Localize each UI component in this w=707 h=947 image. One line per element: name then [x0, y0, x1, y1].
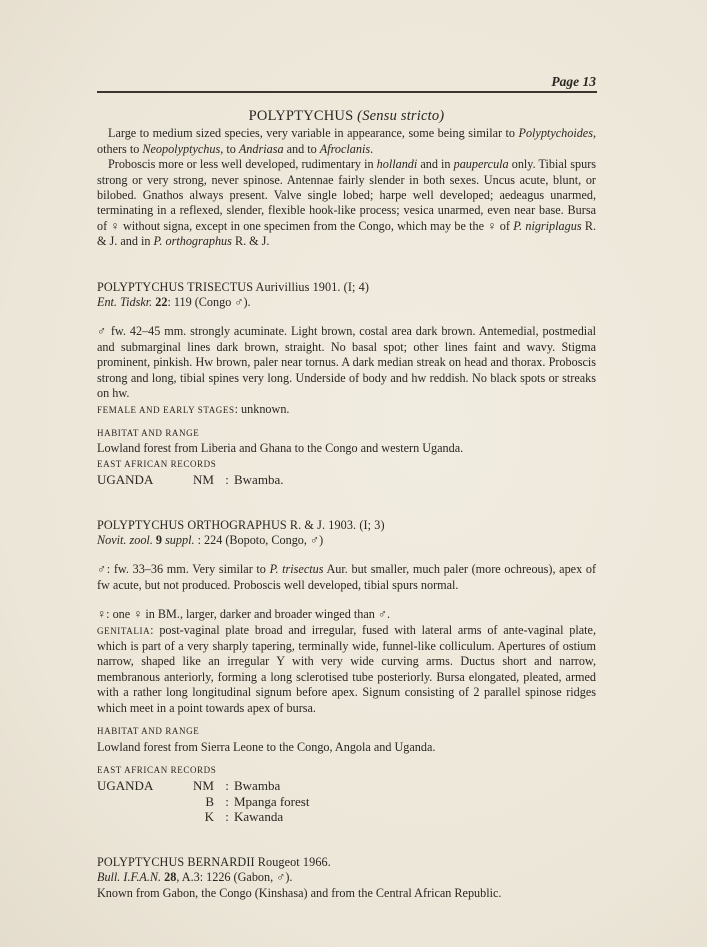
italic-run: Bull. I.F.A.N.	[97, 870, 162, 885]
intro-paragraph-2	[97, 157, 596, 249]
species-entry-orthographus	[97, 518, 596, 825]
italic-run: suppl.	[162, 533, 195, 548]
record-country: UGANDA	[97, 472, 154, 488]
bold-run: 9	[152, 533, 163, 548]
italic-run: paupercula	[453, 157, 509, 172]
text-run: : 119 (Congo ♂).	[167, 295, 251, 310]
bold-run: 28	[161, 870, 177, 885]
genitalia-description	[97, 623, 596, 716]
record-colon: :	[225, 809, 229, 825]
text-run: , to	[220, 141, 239, 156]
female-stages	[97, 402, 596, 418]
italic-run: Novit. zool.	[97, 533, 153, 548]
intro-paragraph-1	[97, 126, 596, 157]
habitat-text: Lowland forest from Liberia and Ghana to the Congo and western Uganda.	[97, 441, 464, 456]
female-stages-text: : unknown.	[234, 401, 290, 416]
text-run: Large to medium sized species, very variable in appearance, some being similar to	[108, 126, 519, 141]
page-content	[97, 109, 596, 901]
italic-run: Afroclanis	[319, 141, 371, 156]
text-run: ♂: fw. 33–36 mm. Very similar to	[97, 562, 270, 577]
header-rule	[97, 91, 597, 93]
italic-run: Ent. Tidskr.	[97, 295, 153, 310]
bold-run: 22	[152, 295, 168, 310]
genitalia-label: GENITALIA	[97, 625, 151, 636]
record-colon: :	[225, 778, 229, 794]
italic-run: P. trisectus	[269, 562, 324, 577]
italic-run: P. nigriplagus	[513, 218, 582, 233]
text-run: Aur. but smaller, much paler (more ochreous), apex of fw acute, but not produced. Proboscis well developed, tibial spurs normal.	[97, 562, 596, 592]
record-locality: Bwamba	[234, 778, 281, 794]
text-run: .	[370, 141, 374, 156]
section-title	[97, 109, 596, 124]
section-title-main: POLYPTYCHUS	[248, 108, 354, 124]
habitat-label: HABITAT AND RANGE	[97, 726, 200, 737]
section-title-italic: (Sensu stricto)	[357, 108, 445, 124]
records-table	[97, 778, 309, 825]
italic-run: Andriasa	[238, 141, 284, 156]
record-row	[97, 794, 309, 810]
text-run: , A.3: 1226 (Gabon, ♂).	[176, 870, 293, 885]
italic-run: P. orthographus	[153, 234, 232, 249]
species-citation	[97, 870, 596, 885]
record-code: B	[205, 793, 214, 809]
species-entry-bernardii	[97, 855, 596, 901]
record-code: K	[204, 809, 214, 825]
record-colon: :	[225, 472, 229, 488]
page-number: Page 13	[551, 74, 596, 89]
text-run: and to	[283, 141, 320, 156]
record-row	[97, 809, 309, 825]
habitat-label: HABITAT AND RANGE	[97, 427, 200, 438]
record-country: UGANDA	[97, 778, 154, 794]
female-description: ♀: one ♀ in BM., larger, darker and broader winged than ♂.	[97, 607, 391, 622]
species-entry-trisectus	[97, 280, 596, 488]
male-description	[97, 562, 596, 593]
text-run: R. & J. and in	[97, 218, 596, 249]
italic-run: hollandi	[376, 157, 418, 172]
text-run: R. & J.	[231, 234, 270, 249]
record-country	[97, 794, 172, 810]
records-table	[97, 472, 283, 488]
record-locality: Mpanga forest	[234, 793, 310, 809]
species-heading: POLYPTYCHUS TRISECTUS Aurivillius 1901. (I; 4)	[97, 279, 369, 294]
record-code: NM	[193, 778, 214, 794]
record-row	[97, 778, 309, 794]
text-run: Proboscis more or less well developed, rudimentary in	[108, 157, 377, 172]
genitalia-text: : post-vaginal plate broad and irregular, fused with lateral arms of ante-vaginal plate, which is part of a very sharply tapering, terminally wide, funnel-like colliculum. Apertures of ostium narrow, shaped like an irregular Y with very wide curving arms. Ductus short and narrow, membranous anteriorly, forming a long sclerotised tube posteriorly. Bursa elongated, pleated, armed with a rather long longitudinal signum before apex. Signum consisting of 2 parallel spinose ridges which meet in a point towards apex of bursa.	[97, 622, 596, 715]
records-label: EAST AFRICAN RECORDS	[97, 458, 217, 469]
text-run: only. Tibial spurs strong or very strong, never spinose. Antennae fairly slender in both sexes. Uncus acute, blunt, or bilobed. Gnathos always present. Valve single lobed; harpe well developed; aedeagus unarmed, terminating in a reflexed, slender, flexible hook-like process; vesica unarmed, even near base. Bursa of ♀ without signa, except in one specimen from the Congo, which may be the ♀ of	[97, 157, 596, 233]
record-code: NM	[193, 472, 214, 488]
species-heading: POLYPTYCHUS ORTHOGRAPHUS R. & J. 1903. (I; 3)	[97, 517, 385, 532]
male-description: ♂ fw. 42–45 mm. strongly acuminate. Light brown, costal area dark brown. Antemedial, postmedial and submarginal lines dark brown, straight. No basal spot; other lines faint and wavy. Stigma prominent, pinkish. Hw brown, paler near tornus. A dark median streak on head and thorax. Proboscis strong and long, tibial spines very long. Underside of body and hw reddish. No black spots or streaks on hw.	[97, 324, 596, 401]
habitat-text: Lowland forest from Sierra Leone to the Congo, Angola and Uganda.	[97, 739, 436, 754]
text-run: , others to	[97, 126, 596, 156]
record-country	[97, 809, 172, 825]
record-row	[97, 472, 283, 488]
italic-run: Polyptychoides	[518, 126, 593, 141]
species-citation	[97, 295, 596, 310]
italic-run: Neopolyptychus	[142, 141, 221, 156]
record-locality: Kawanda	[234, 809, 284, 825]
text-run: and in	[417, 157, 454, 172]
range-text: Known from Gabon, the Congo (Kinshasa) and from the Central African Republic.	[97, 885, 502, 900]
female-stages-label: FEMALE AND EARLY STAGES	[97, 404, 235, 415]
records-label: EAST AFRICAN RECORDS	[97, 764, 217, 775]
species-heading: POLYPTYCHUS BERNARDII Rougeot 1966.	[97, 854, 331, 869]
record-colon: :	[225, 793, 229, 809]
text-run: : 224 (Bopoto, Congo, ♂)	[194, 533, 324, 548]
record-locality: Bwamba.	[234, 472, 284, 488]
species-citation	[97, 533, 596, 548]
